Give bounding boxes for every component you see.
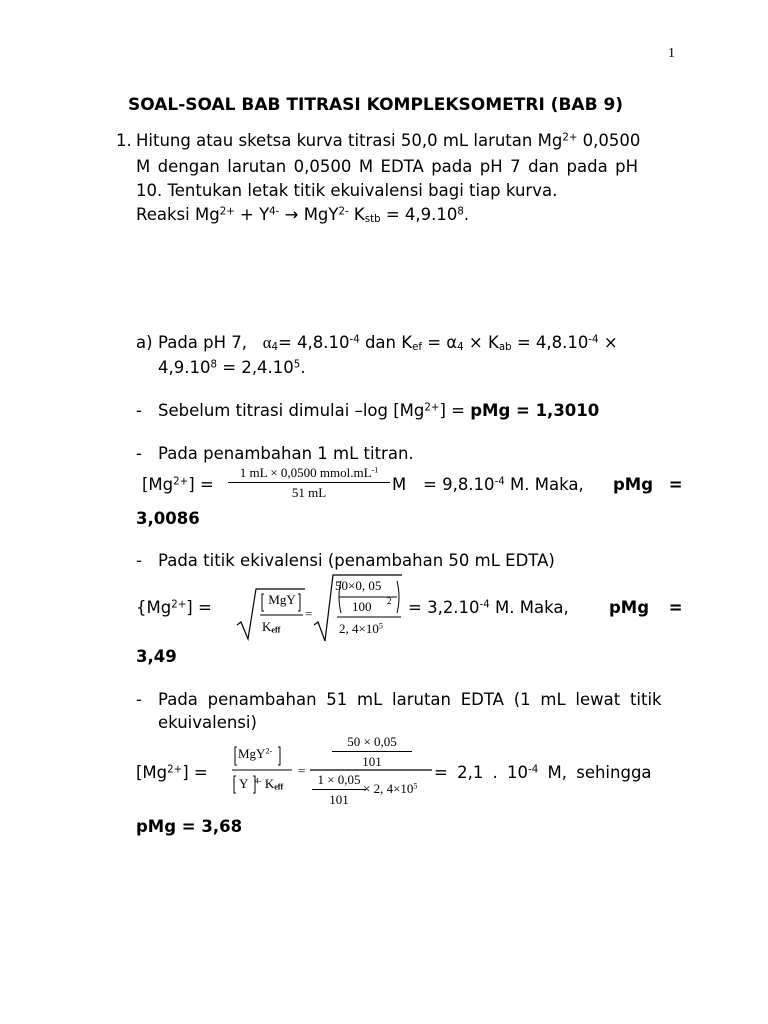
step-3-mgy: MgY — [268, 592, 296, 607]
step-2-lhs: $[Mg^{2+}]$ = — [142, 475, 214, 494]
step-2-unit: M — [392, 475, 407, 494]
step-4-f2-den-frac: $\frac{1 \times 0,05}{101}$ — [312, 772, 366, 808]
step-4-f1-den: Y $^{4-}$ $K_{eff}$ — [239, 776, 284, 792]
step-2-dash: - — [136, 444, 142, 463]
step-3-rhs: = $3,2.10^{-4}$ M. Maka, — [408, 598, 569, 617]
step-3-result-a: pMg = — [609, 598, 683, 617]
step-3-keff: $K_{eff}$ — [262, 619, 281, 635]
step-3-outer-den: 2, $4\times 10^5$ — [339, 621, 383, 636]
step-4-f2-num: $\frac{50 \times 0,05}{101}$ — [332, 734, 412, 770]
step-3-outer-num-exp: 2 — [387, 596, 392, 606]
step-4-lhs: $[Mg^{2+}]$ = — [136, 763, 208, 782]
step-3-dash: - — [136, 551, 142, 570]
step-3-equals: = — [305, 606, 313, 621]
part-a-label: a) — [136, 333, 153, 352]
step-4-text-line-1: Pada penambahan 51 mL larutan EDTA (1 mL lewat titik — [158, 690, 662, 709]
reaction-line: Reaksi $Mg^{2+} + Y^{4-} \to MgY^{2-}$ $K_{stb} = 4,9.10^8$. — [136, 205, 470, 226]
step-2-text: Pada penambahan 1 mL titran. — [158, 444, 414, 463]
step-3-outer-num-b: 100 — [352, 599, 372, 614]
step-3-outer-num-a: 50×0, 05 — [335, 578, 382, 593]
step-3-lhs: $\{Mg^{2+}]$ = — [136, 598, 212, 617]
step-4-equals: = — [298, 763, 306, 778]
step-2-rhs: = $9,8.10^{-4}$ M. Maka, — [423, 475, 584, 494]
step-4-f1-num: MgY$^{2-}$ — [238, 746, 273, 761]
step-4-rhs: = 2,1 . $10^{-4}$ M, sehingga — [434, 763, 652, 782]
question-line-3: 10. Tentukan letak titik ekuivalensi bagi tiap kurva. — [136, 181, 558, 200]
step-2-result-a: pMg = — [613, 475, 683, 494]
page-title: SOAL-SOAL BAB TITRASI KOMPLEKSOMETRI (BAB 9) — [128, 95, 624, 115]
question-line-2: M dengan larutan 0,0500 M EDTA pada pH 7 dan pada pH — [136, 157, 639, 176]
step-4-f2-den-mult: × 2, $4\times 10^5$ — [363, 781, 418, 796]
step-4-text-line-2: ekuivalensi) — [158, 713, 257, 732]
part-a-line-1: Pada pH 7, $\alpha_4= 4,8.10^{-4}$ dan $K_{ef} = \alpha_4 \times K_{ab} = 4,8.10^{-4}$ × — [158, 333, 618, 354]
step-2-fraction: 1 mL × 0,0500 $mmol.mL^{-1}$ 51 mL — [228, 465, 390, 501]
page-number: 1 — [668, 46, 675, 61]
step-1-text: Sebelum titrasi dimulai –log $[Mg^{2+}]$ = pMg = 1,3010 — [158, 401, 600, 420]
question-number: 1. — [116, 131, 132, 150]
step-3-text: Pada titik ekivalensi (penambahan 50 mL EDTA) — [158, 551, 555, 570]
step-4-dash: - — [136, 690, 142, 709]
step-1-dash: - — [136, 401, 142, 420]
step-2-result-b: 3,0086 — [136, 509, 200, 528]
step-4-result: pMg = 3,68 — [136, 817, 243, 836]
step-3-result-b: 3,49 — [136, 647, 177, 666]
question-line-1: Hitung atau sketsa kurva titrasi 50,0 mL larutan $Mg^{2+}$ 0,0500 — [136, 131, 641, 150]
part-a-line-2: $4,9.10^8 = 2,4.10^5$. — [158, 358, 306, 377]
